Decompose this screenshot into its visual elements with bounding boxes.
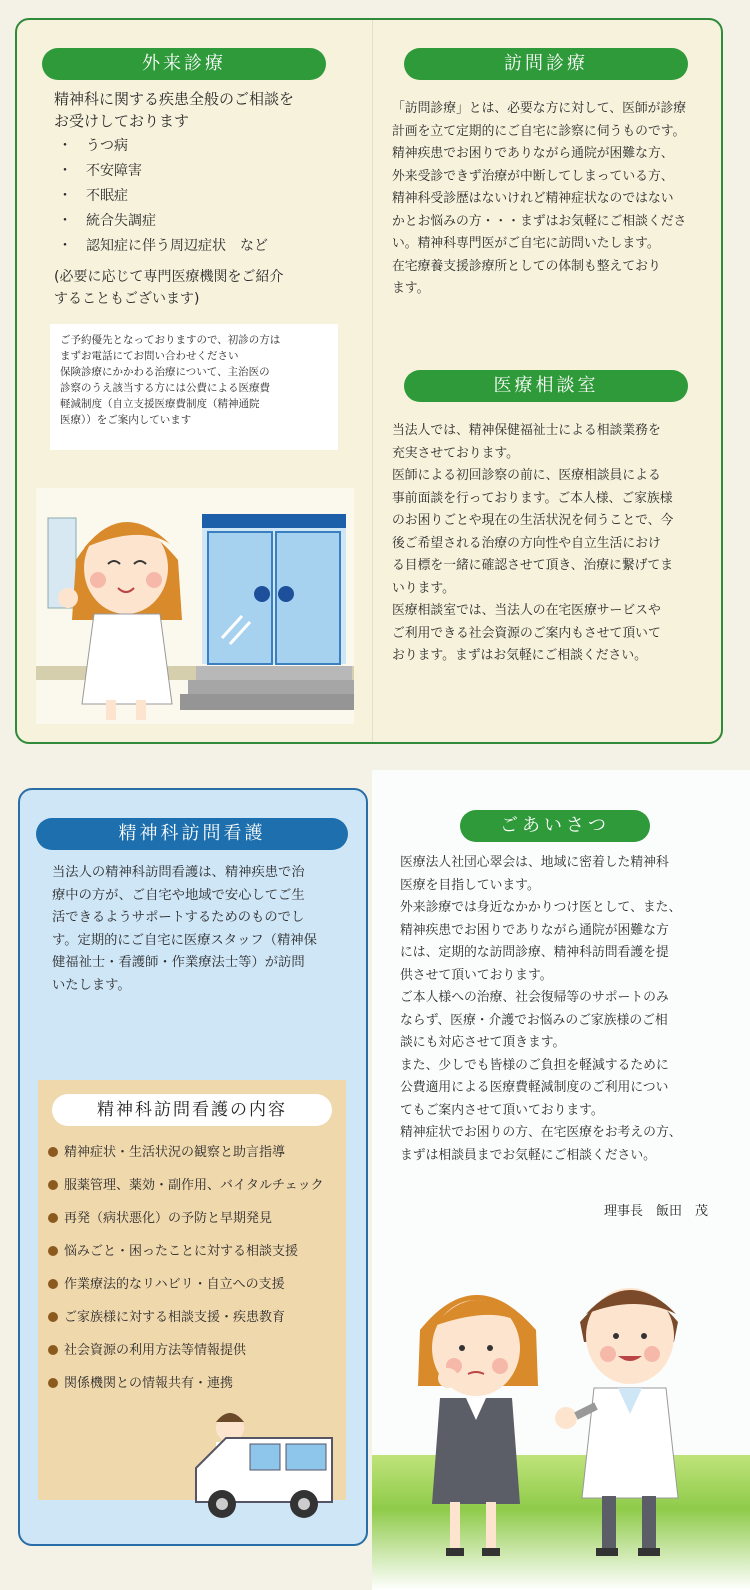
nursing-text: 当法人の精神科訪問看護は、精神疾患で治 療中の方が、ご自宅や地域で安心してご生 活できるようサポートするためのものでし す。定期的にご自宅に医療スタッフ（精神保 健福祉士・看護師・作業療法士等）が訪問 いたします。 bbox=[52, 865, 317, 993]
home-visit-title: 訪問診療 bbox=[404, 48, 688, 80]
outpatient-conditions bbox=[58, 134, 268, 259]
nursing-content-item: 関係機関との情報共有・連携 bbox=[48, 1374, 233, 1394]
clinic-illustration bbox=[36, 488, 354, 724]
nursing-content-item: 精神症状・生活状況の観察と助言指導 bbox=[48, 1143, 285, 1163]
consult-room-title: 医療相談室 bbox=[404, 370, 688, 402]
nursing-content-item: 社会資源の利用方法等情報提供 bbox=[48, 1341, 246, 1361]
condition-item: ・ 不眠症 bbox=[58, 188, 128, 204]
nursing-content-title: 精神科訪問看護の内容 bbox=[52, 1094, 332, 1126]
visit-car-illustration bbox=[186, 1408, 336, 1528]
bullet-dot bbox=[48, 1345, 58, 1355]
greeting-text: 医療法人社団心翠会は、地域に密着した精神科 医療を目指しています。 外来診療では身近なかかりつけ医として、また、 精神疾患でお困りでありながら通院が困難な方 には、定期的な訪問診療、精神科訪問看護を提 供させて頂いております。 ご本人様への治療、社会復帰等のサポートのみ ならず、医療・介護でお悩みのご家族様のご相 談にも対応させて頂きます。 また、少しでも皆様のご負担を軽減するために 公費適用による医療費軽減制度のご利用につい てもご案内させて頂いております。 精神症状でお困りの方、在宅医療をお考えの方、 まずは相談員までお気軽にご相談ください。 bbox=[400, 855, 682, 1163]
nursing-content-item: 悩みごと・困ったことに対する相談支援 bbox=[48, 1242, 298, 1262]
intro-line: 精神科に関する疾患全般のご相談を bbox=[54, 90, 295, 108]
outpatient-intro bbox=[54, 88, 294, 132]
bullet-dot bbox=[48, 1180, 58, 1190]
bullet-dot bbox=[48, 1312, 58, 1322]
nursing-content-item: 作業療法的なリハビリ・自立への支援 bbox=[48, 1275, 285, 1295]
condition-item: ・ 不安障害 bbox=[58, 163, 142, 179]
home-visit-text: 「訪問診療」とは、必要な方に対して、医師が診療 計画を立て定期的にご自宅に診察に伺うものです。 精神疾患でお困りでありながら通院が困難な方、 外来受診できず治療が中断してしまっている方、 精神科受診歴はないけれど精神症状なのではない かとお悩みの方・・・まずはお気軽にご相談くださ い。精神科専門医がご自宅に訪問いたします。 在宅療養支援診療所としての体制も整えており ます。 bbox=[392, 101, 687, 296]
nursing-title: 精神科訪問看護 bbox=[36, 818, 348, 850]
bullet-dot bbox=[48, 1378, 58, 1388]
appointment-note: ご予約優先となっておりますので、初診の方は まずお電話にてお問い合わせください 保険診療にかかわる治療について、主治医の 診察のうえ該当する方には公費による医療費 軽減制度（自立支援医療費制度（精神通院 医療））をご案内しています bbox=[50, 324, 338, 450]
condition-item: ・ 統合失調症 bbox=[58, 213, 156, 229]
intro-line: お受けしております bbox=[54, 112, 190, 130]
condition-item: ・ 認知症に伴う周辺症状 など bbox=[58, 238, 268, 254]
bullet-dot bbox=[48, 1213, 58, 1223]
fold-line bbox=[372, 20, 373, 742]
consult-room-text: 当法人では、精神保健福祉士による相談業務を 充実させております。 医師による初回診察の前に、医療相談員による 事前面談を行っております。ご本人様、ご家族様 のお困りごとや現在の生活状況を伺うことで、今 後ご希望される治療の方向性や自立生活におけ る目標を一緒に確認させて頂き、治療に繋げてま いります。 医療相談室では、当法人の在宅医療サービスや ご利用できる社会資源のご案内もさせて頂いて おります。まずはお気軽にご相談ください。 bbox=[392, 423, 674, 663]
staff-illustration bbox=[390, 1270, 730, 1570]
bullet-dot bbox=[48, 1279, 58, 1289]
bullet-dot bbox=[48, 1147, 58, 1157]
bullet-dot bbox=[48, 1246, 58, 1256]
greeting-title: ごあいさつ bbox=[460, 810, 650, 842]
nursing-content-item: ご家族様に対する相談支援・疾患教育 bbox=[48, 1308, 285, 1328]
signature: 理事長 飯田 茂 bbox=[603, 1204, 708, 1219]
nursing-content-item: 再発（病状悪化）の予防と早期発見 bbox=[48, 1209, 272, 1229]
outpatient-referral: (必要に応じて専門医療機関をご紹介 することもございます) bbox=[54, 269, 284, 307]
nursing-content-item: 服薬管理、薬効・副作用、バイタルチェック bbox=[48, 1176, 324, 1196]
condition-item: ・ うつ病 bbox=[58, 138, 128, 154]
outpatient-title: 外来診療 bbox=[42, 48, 326, 80]
